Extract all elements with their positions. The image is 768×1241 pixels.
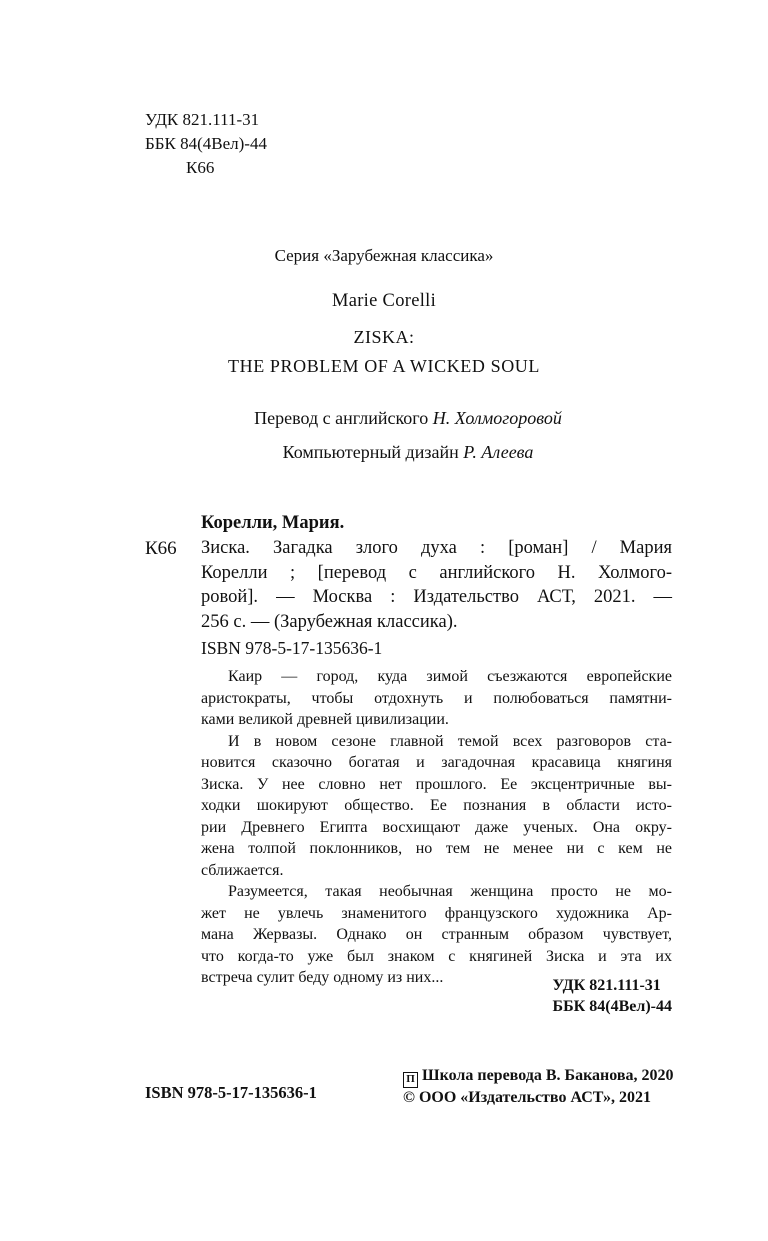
annotation-line: рии Древнего Египта восхищают даже ученых. Она окру- xyxy=(201,818,672,836)
annotation-line: сближается. xyxy=(201,861,284,879)
catalog-line: Зиска. Загадка злого духа : [роман] / Мария xyxy=(201,538,672,558)
catalog-line: 256 с. — (Зарубежная классика). xyxy=(201,611,458,632)
catalog-author-mark: К66 xyxy=(145,538,177,559)
designer-credit xyxy=(0,442,768,463)
annotation-line: что когда-то уже был знаком с княгиней Зиска и эта их xyxy=(201,947,672,965)
annotation-line: мана Жервазы. Однако он странным образом чувствует, xyxy=(201,926,672,943)
catalog-description xyxy=(201,536,672,634)
annotation-line: ками великой древней цивилизации. xyxy=(201,711,449,728)
annotation xyxy=(201,666,672,989)
designer-prefix: Компьютерный дизайн xyxy=(282,442,464,462)
catalog-line: ровой]. — Москва : Издательство АСТ, 2021. — xyxy=(201,587,672,607)
annotation-line: аристократы, чтобы отдохнуть и полюбоваться памятни- xyxy=(201,689,672,707)
original-title-line2: THE PROBLEM OF A WICKED SOUL xyxy=(228,356,540,376)
classification-codes xyxy=(145,108,267,180)
translator-credit xyxy=(0,408,768,429)
annotation-line: новится сказочно богатая и загадочная красавица княгиня xyxy=(201,754,672,771)
author-mark: К66 xyxy=(186,158,215,177)
series-name: Серия «Зарубежная классика» xyxy=(274,246,494,265)
original-author: Marie Corelli xyxy=(331,291,437,311)
translator-name: Н. Холмогоровой xyxy=(432,408,562,428)
bottom-bbk: ББК 84(4Вел)-44 xyxy=(552,998,672,1015)
catalog-line: Корелли ; [перевод с английского Н. Холмого- xyxy=(201,562,672,583)
bbk-code: ББК 84(4Вел)-44 xyxy=(145,134,267,153)
annotation-line: встреча сулит беду одному из них... xyxy=(201,969,444,986)
translator-prefix: Перевод с английского xyxy=(254,408,433,428)
designer-name: Р. Алеева xyxy=(463,442,534,462)
annotation-line: жет не увлечь знаменитого французского художника Ар- xyxy=(201,904,672,922)
publisher-mark-icon: П xyxy=(403,1072,418,1088)
bottom-codes xyxy=(553,975,673,1017)
copyright-line-2: © ООО «Издательство АСТ», 2021 xyxy=(403,1089,652,1106)
catalog-isbn: ISBN 978-5-17-135636-1 xyxy=(201,638,383,658)
copyright-text-1: Школа перевода В. Баканова, 2020 xyxy=(422,1067,674,1084)
udk-code: УДК 821.111-31 xyxy=(145,110,260,129)
catalog-heading: Корелли, Мария. xyxy=(201,513,345,533)
bottom-udk: УДК 821.111-31 xyxy=(552,977,661,994)
annotation-line: Зиска. У нее словно нет прошлого. Ее эксцентричные вы- xyxy=(201,775,672,793)
copyright-block xyxy=(403,1066,674,1108)
annotation-line: Разумеется, такая необычная женщина просто не мо- xyxy=(228,883,672,900)
copyright-line-1 xyxy=(403,1066,674,1088)
annotation-line: И в новом сезоне главной темой всех разговоров ста- xyxy=(228,732,672,750)
annotation-line: Каир — город, куда зимой съезжаются европейские xyxy=(228,668,672,685)
annotation-line: ходки шокируют общество. Ее познания в области исто- xyxy=(201,797,672,814)
annotation-line: жена толпой поклонников, но тем не менее ни с кем не xyxy=(201,840,672,857)
original-title-line1: ZISKA: xyxy=(353,327,415,347)
bottom-isbn: ISBN 978-5-17-135636-1 xyxy=(145,1083,317,1102)
